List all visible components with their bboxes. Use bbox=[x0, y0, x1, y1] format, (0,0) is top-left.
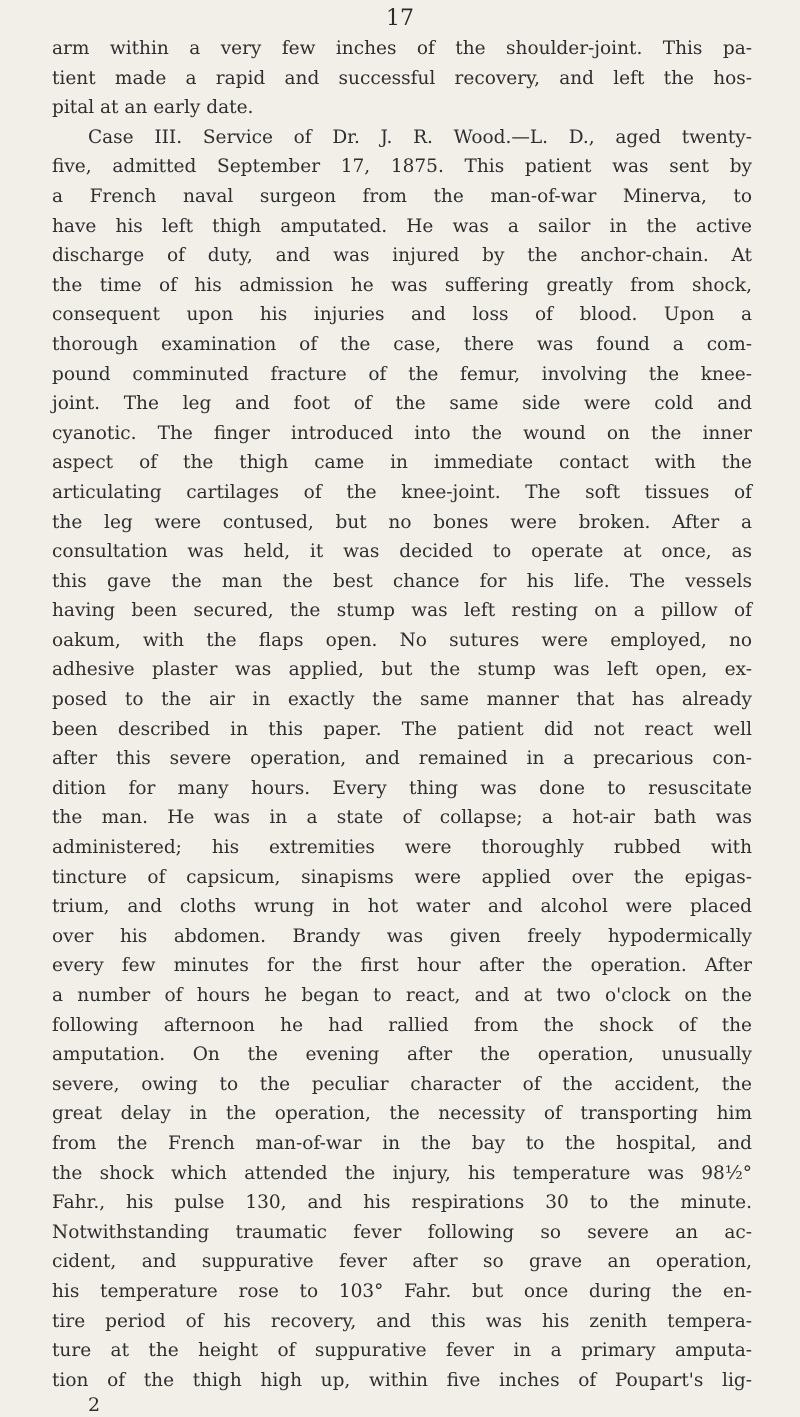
text-line: consultation was held, it was decided to operate at once, as bbox=[52, 541, 752, 563]
text-line: aspect of the thigh came in immediate contact with the bbox=[52, 452, 752, 474]
text-line: the shock which attended the injury, his temperature was 98½° bbox=[52, 1162, 752, 1184]
text-line: tincture of capsicum, sinapisms were applied over the epigas- bbox=[52, 866, 752, 888]
text-line: the leg were contused, but no bones were broken. After a bbox=[52, 511, 752, 533]
text-line: great delay in the operation, the necessity of transporting him bbox=[52, 1103, 752, 1125]
text-line: articulating cartilages of the knee-joint. The soft tissues of bbox=[52, 481, 752, 503]
text-line: over his abdomen. Brandy was given freely hypodermically bbox=[52, 925, 752, 947]
text-line: cyanotic. The finger introduced into the wound on the inner bbox=[52, 422, 752, 444]
page-number: 17 bbox=[386, 6, 414, 31]
text-line: having been secured, the stump was left resting on a pillow of bbox=[52, 600, 752, 622]
text-line: dition for many hours. Every thing was done to resuscitate bbox=[52, 777, 752, 799]
case-heading-line: Case III. Service of Dr. J. R. Wood.—L. D., aged twenty- bbox=[88, 126, 752, 148]
text-line: tire period of his recovery, and this was his zenith tempera- bbox=[52, 1310, 752, 1332]
text-line: after this severe operation, and remained in a precarious con- bbox=[52, 748, 752, 770]
text-line: five, admitted September 17, 1875. This patient was sent by bbox=[52, 156, 752, 178]
text-line: from the French man-of-war in the bay to the hospital, and bbox=[52, 1132, 752, 1154]
text-line: tient made a rapid and successful recovery, and left the hos- bbox=[52, 67, 752, 89]
text-line: joint. The leg and foot of the same side were cold and bbox=[52, 393, 752, 415]
text-line: his temperature rose to 103° Fahr. but once during the en- bbox=[52, 1280, 752, 1302]
text-line: Notwithstanding traumatic fever following so severe an ac- bbox=[52, 1221, 752, 1243]
text-line: amputation. On the evening after the operation, unusually bbox=[52, 1044, 752, 1066]
text-line: pound comminuted fracture of the femur, involving the knee- bbox=[52, 363, 752, 385]
text-line: consequent upon his injuries and loss of blood. Upon a bbox=[52, 304, 752, 326]
text-line: the time of his admission he was suffering greatly from shock, bbox=[52, 274, 752, 296]
text-line: arm within a very few inches of the shoulder-joint. This pa- bbox=[52, 38, 752, 59]
text-line: a French naval surgeon from the man-of-war Minerva, to bbox=[52, 185, 752, 207]
text-line: adhesive plaster was applied, but the stump was left open, ex- bbox=[52, 659, 752, 681]
text-line: severe, owing to the peculiar character of the accident, the bbox=[52, 1073, 752, 1095]
text-line: pital at an early date. bbox=[52, 97, 254, 119]
text-line: thorough examination of the case, there was found a com- bbox=[52, 333, 752, 355]
text-line: a number of hours he began to react, and at two o'clock on the bbox=[52, 985, 752, 1006]
text-line: have his left thigh amputated. He was a sailor in the active bbox=[52, 215, 752, 237]
text-line: posed to the air in exactly the same manner that has already bbox=[52, 689, 752, 711]
text-line: Fahr., his pulse 130, and his respirations 30 to the minute. bbox=[52, 1192, 752, 1214]
text-line: following afternoon he had rallied from the shock of the bbox=[52, 1014, 752, 1036]
body-text bbox=[52, 34, 752, 1395]
text-line: administered; his extremities were thoroughly rubbed with bbox=[52, 837, 752, 859]
text-line: every few minutes for the first hour after the operation. After bbox=[52, 955, 752, 977]
text-line: oakum, with the flaps open. No sutures were employed, no bbox=[52, 629, 752, 651]
text-line: discharge of duty, and was injured by the anchor-chain. At bbox=[52, 245, 752, 267]
text-line: the man. He was in a state of collapse; a hot-air bath was bbox=[52, 807, 752, 829]
text-line: cident, and suppurative fever after so grave an operation, bbox=[52, 1251, 752, 1273]
text-line: tion of the thigh high up, within five inches of Poupart's lig- bbox=[52, 1369, 752, 1391]
text-line: ture at the height of suppurative fever in a primary amputa- bbox=[52, 1340, 752, 1362]
text-line: this gave the man the best chance for his life. The vessels bbox=[52, 570, 752, 592]
printer-signature-mark: 2 bbox=[88, 1394, 101, 1416]
text-line: trium, and cloths wrung in hot water and alcohol were placed bbox=[52, 896, 752, 918]
text-line: been described in this paper. The patient did not react well bbox=[52, 718, 752, 740]
